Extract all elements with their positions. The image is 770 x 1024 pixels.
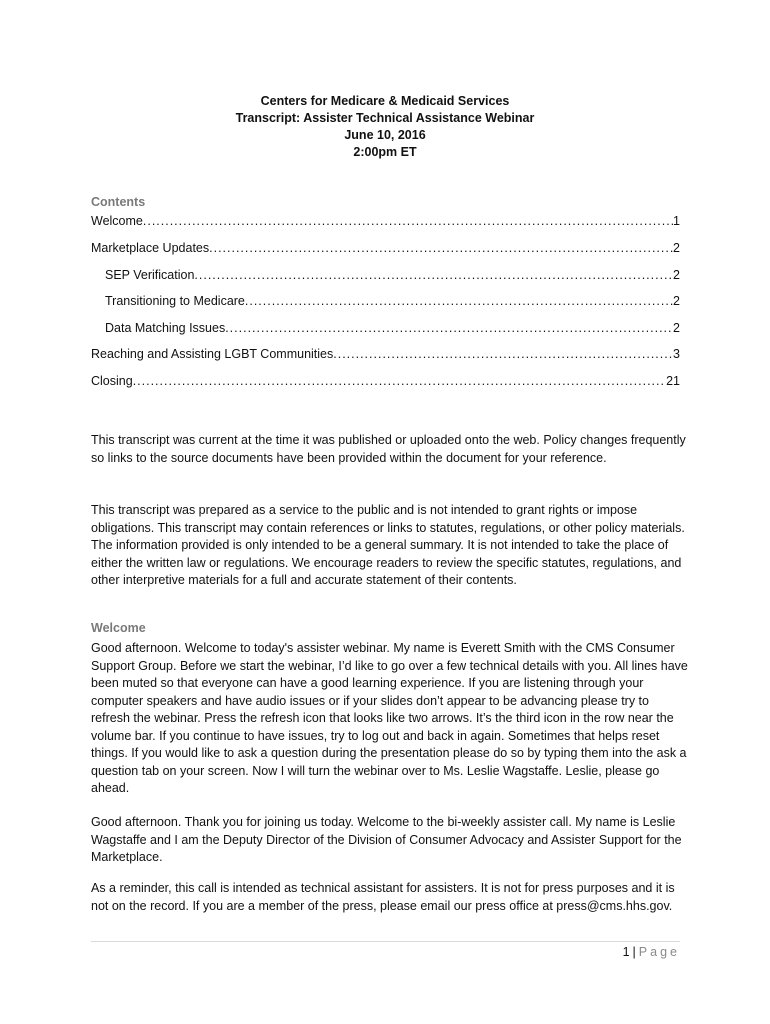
toc-page-number: 2 — [673, 294, 680, 308]
footer-page-number: 1 — [622, 945, 630, 959]
page-footer — [0, 944, 680, 960]
footer-page-label: Page — [638, 945, 680, 959]
toc-leader — [245, 293, 673, 309]
footer-divider — [91, 941, 680, 942]
disclaimer-paragraph-1: This transcript was current at the time it was published or uploaded onto the web. Policy changes frequently so links to the source documents have been provided within the document for your reference. — [91, 433, 686, 465]
toc-leader — [194, 267, 673, 283]
org-name: Centers for Medicare & Medicaid Services — [260, 94, 510, 108]
toc-label: Reaching and Assisting LGBT Communities — [91, 347, 334, 361]
toc-label: SEP Verification — [105, 268, 195, 282]
toc-entry-marketplace-updates[interactable] — [91, 240, 680, 256]
toc-page-number: 21 — [666, 374, 680, 388]
toc-page-number: 2 — [673, 268, 680, 282]
contents-heading: Contents — [91, 195, 146, 209]
toc-entry-transitioning-to-medicare[interactable] — [105, 293, 680, 309]
transcript-title: Transcript: Assister Technical Assistance Webinar — [235, 111, 535, 125]
welcome-paragraph-2: Good afternoon. Thank you for joining us today. Welcome to the bi-weekly assister call. My name is Leslie Wagstaffe and I am the Deputy Director of the Division of Consumer Advocacy and Assister Support for the Marketplace. — [91, 815, 682, 864]
toc-entry-welcome[interactable] — [91, 213, 680, 229]
welcome-paragraph-3: As a reminder, this call is intended as technical assistant for assisters. It is not for press purposes and it is not on the record. If you are a member of the press, please email our press office at press@cms.hhs.gov. — [91, 881, 675, 913]
welcome-heading: Welcome — [91, 621, 146, 635]
toc-page-number: 1 — [673, 214, 680, 228]
toc-leader — [143, 213, 673, 229]
toc-label: Closing — [91, 374, 133, 388]
toc-page-number: 2 — [673, 321, 680, 335]
toc-label: Marketplace Updates — [91, 241, 210, 255]
disclaimer-paragraph-2: This transcript was prepared as a service to the public and is not intended to grant rights or impose obligations. This transcript may contain references or links to statutes, regulations, or other policy materials. The information provided is only intended to be a general summary. It is not intended to take the place of either the written law or regulations. We encourage readers to review the specific statutes, regulations, and other interpretive materials for a full and accurate statement of their contents. — [91, 503, 685, 587]
welcome-paragraph-1: Good afternoon. Welcome to today's assister webinar. My name is Everett Smith with the CMS Consumer Support Group. Before we start the webinar, I’d like to go over a few technical details with you. All lines have been muted so that everyone can have a good learning experience. If you are listening through your computer speakers and have audio issues or if your slides don’t appear to be advancing please try to refresh the webinar. Press the refresh icon that looks like two arrows. It’s the third icon in the row near the volume bar. If you continue to have issues, try to log out and back in again. Sometimes that helps reset things. If you would like to ask a question during the presentation please do so by typing them into the ask a question tab on your screen. Now I will turn the webinar over to Ms. Leslie Wagstaffe. Leslie, please go ahead. — [91, 641, 688, 795]
toc-entry-sep-verification[interactable] — [105, 267, 680, 283]
webinar-time: 2:00pm ET — [353, 145, 417, 159]
toc-leader — [225, 320, 673, 336]
toc-page-number: 2 — [673, 241, 680, 255]
toc-leader — [133, 373, 666, 389]
toc-leader — [333, 346, 673, 362]
toc-entry-lgbt-communities[interactable] — [91, 346, 680, 362]
toc-entry-closing[interactable] — [91, 373, 680, 389]
toc-label: Transitioning to Medicare — [105, 294, 245, 308]
toc-label: Welcome — [91, 214, 143, 228]
toc-label: Data Matching Issues — [105, 321, 226, 335]
footer-separator: | — [632, 945, 636, 959]
toc-entry-data-matching-issues[interactable] — [105, 320, 680, 336]
document-title-block — [0, 93, 770, 161]
webinar-date: June 10, 2016 — [344, 128, 426, 142]
toc-leader — [209, 240, 673, 256]
toc-page-number: 3 — [673, 347, 680, 361]
